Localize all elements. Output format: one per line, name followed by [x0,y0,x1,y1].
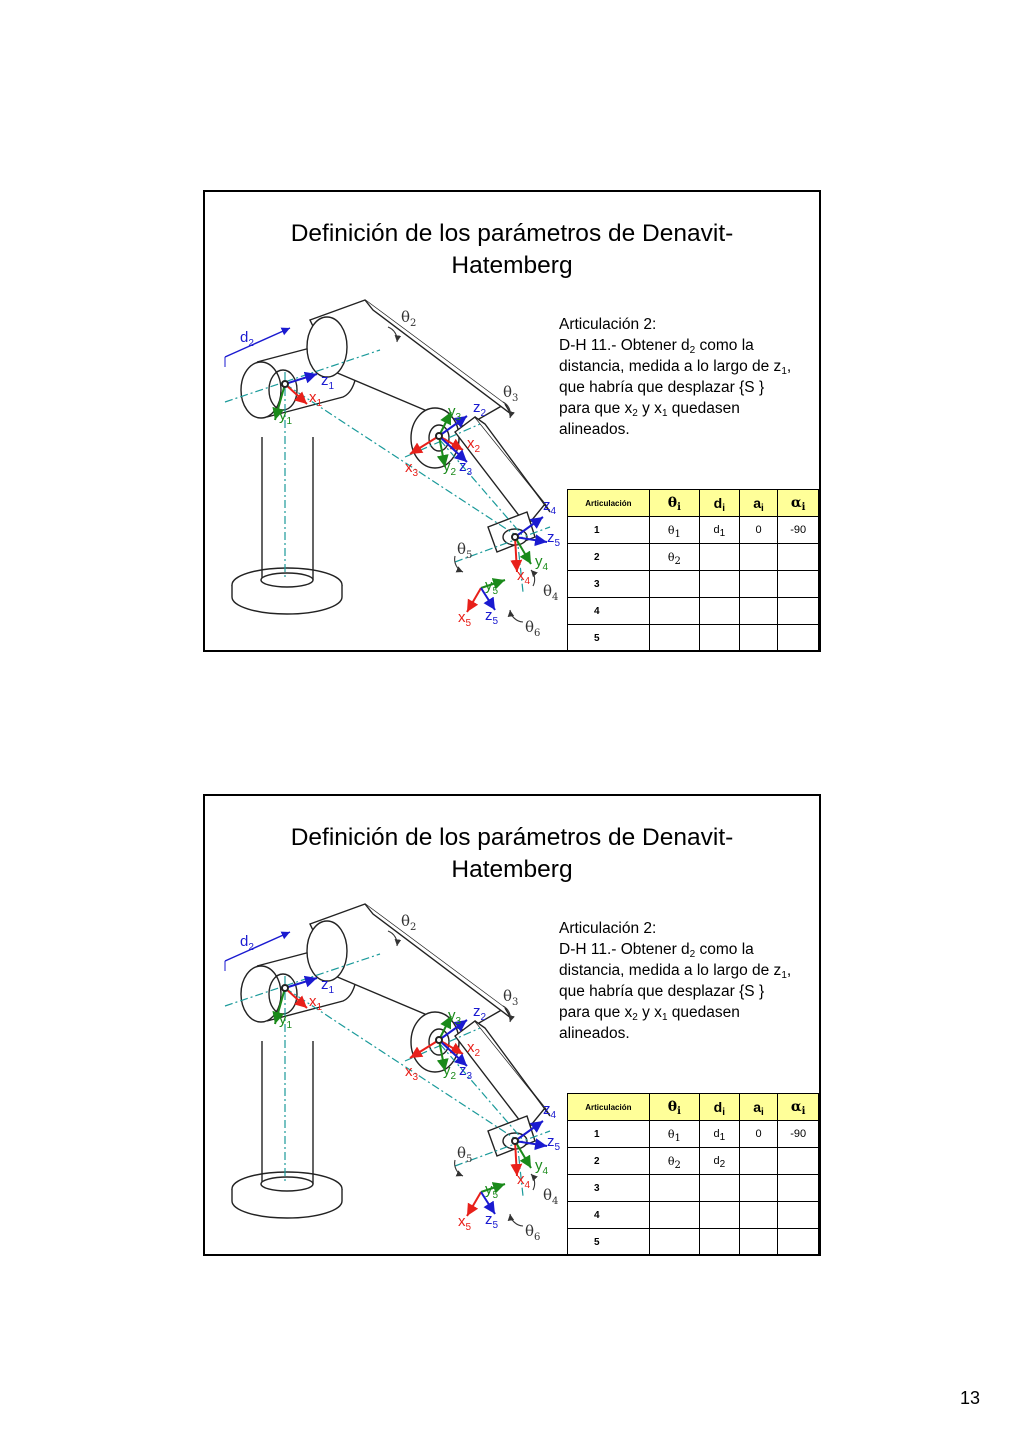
robot-arm-diagram [205,192,565,652]
table-cell: $d_1$ [699,1121,739,1148]
label-theta2: $\theta_2$ [401,912,417,933]
desc-line-4: que habría que desplazar {S } [559,379,765,396]
label-y3: $y_3$ [448,403,462,423]
label-z3: $z_3$ [459,1062,473,1082]
table-row [568,571,819,598]
label-x4: $x_4$ [517,567,531,587]
table-cell [699,571,739,598]
desc-line-4: que habría que desplazar {S } [559,983,765,1000]
joint-description [559,314,819,440]
desc-line-3: distancia, medida a lo largo de $z_1$, [559,358,792,377]
table-cell [778,625,819,652]
table-cell [649,1202,699,1229]
desc-line-1: Articulación 2: [559,316,657,333]
robot-base [232,437,342,614]
label-y4: $y_4$ [535,1157,549,1177]
table-cell [778,571,819,598]
label-x5: $x_5$ [458,1213,472,1233]
table-row [568,1202,819,1229]
table-cell: 3 [568,1175,650,1202]
table-cell: 2 [568,544,650,571]
label-x1: $x_1$ [309,993,323,1013]
table-cell [699,625,739,652]
label-theta6: $\theta_6$ [525,1222,541,1243]
table-cell [739,598,778,625]
label-x3: $x_3$ [405,459,419,479]
label-y4: $y_4$ [535,553,549,573]
title-line-1: Definición de los parámetros de Denavit- [290,220,734,247]
table-cell: 4 [568,1202,650,1229]
table-cell: -90 [778,517,819,544]
table-cell [739,625,778,652]
table-cell [649,1229,699,1256]
header-cell: $d_i$ [699,1094,739,1121]
label-z5-lower: $z_5$ [485,607,499,627]
table-cell [699,1202,739,1229]
label-y5: $y_5$ [485,1181,499,1201]
table-cell: 5 [568,1229,650,1256]
label-x1: $x_1$ [309,389,323,409]
label-z1: $z_1$ [321,976,335,996]
table-cell [739,544,778,571]
desc-line-2: D-H 11.- Obtener $d_2$ como la [559,337,754,356]
header-cell: $d_i$ [699,490,739,517]
table-cell [739,1229,778,1256]
header-cell: Articulación [568,490,650,517]
label-d2: $d_2$ [240,933,254,953]
table-cell: $\theta_2$ [649,1148,699,1175]
table-cell [649,1175,699,1202]
dh-table-body [568,490,819,652]
table-cell [649,571,699,598]
robot-base [232,1041,342,1218]
table-cell: 1 [568,1121,650,1148]
label-y2: $y_2$ [443,458,457,478]
dh-table-header [568,490,819,517]
desc-line-2: D-H 11.- Obtener $d_2$ como la [559,941,754,960]
label-z1: $z_1$ [321,372,335,392]
label-z5-lower: $z_5$ [485,1211,499,1231]
table-cell [778,1202,819,1229]
table-cell: 0 [739,1121,778,1148]
table-cell [739,1175,778,1202]
label-z2: $z_2$ [473,1003,487,1023]
label-x2: $x_2$ [467,1039,481,1059]
table-cell: 5 [568,625,650,652]
label-y3: $y_3$ [448,1007,462,1027]
table-row [568,1148,819,1175]
label-y2: $y_2$ [443,1062,457,1082]
desc-line-1: Articulación 2: [559,920,657,937]
label-x3: $x_3$ [405,1063,419,1083]
table-cell [778,1229,819,1256]
table-cell [649,598,699,625]
label-x5: $x_5$ [458,609,472,629]
header-cell: $\alpha_i$ [778,1094,819,1121]
table-cell [699,544,739,571]
table-cell [699,598,739,625]
title-line-2: Hatemberg [451,856,573,883]
title-line-1: Definición de los parámetros de Denavit- [290,824,734,851]
header-cell: Articulación [568,1094,650,1121]
label-theta2: $\theta_2$ [401,308,417,329]
title-line-2: Hatemberg [451,252,573,279]
label-theta4: $\theta_4$ [543,582,559,603]
dh-table-header [568,1094,819,1121]
header-cell: $\alpha_i$ [778,490,819,517]
table-cell: 2 [568,1148,650,1175]
table-cell [739,1202,778,1229]
label-z4: $z_4$ [543,497,557,517]
table-cell [778,544,819,571]
page-number: 13 [959,1388,980,1408]
desc-line-6: alineados. [559,1025,630,1042]
table-row [568,598,819,625]
table-row [568,544,819,571]
table-cell: $d_1$ [699,517,739,544]
table-cell: 3 [568,571,650,598]
label-z5-upper: $z_5$ [547,1133,561,1153]
table-row [568,1175,819,1202]
label-z4: $z_4$ [543,1101,557,1121]
label-theta3: $\theta_3$ [503,987,519,1008]
desc-line-5: para que $x_2$ y $x_1$ quedasen [559,1004,740,1023]
label-theta3: $\theta_3$ [503,383,519,404]
table-row [568,1229,819,1256]
table-cell [739,1148,778,1175]
table-cell [699,1229,739,1256]
table-row [568,625,819,652]
table-cell: 0 [739,517,778,544]
label-theta5: $\theta_5$ [457,540,473,561]
label-x2: $x_2$ [467,435,481,455]
table-cell: -90 [778,1121,819,1148]
header-cell: $\theta_i$ [649,1094,699,1121]
label-y5: $y_5$ [485,577,499,597]
wrist-joint [488,512,535,552]
dh-table-body [568,1094,819,1256]
dh-parameter-table [567,1093,819,1256]
desc-line-5: para que $x_2$ y $x_1$ quedasen [559,400,740,419]
table-cell [649,625,699,652]
table-cell [699,1175,739,1202]
header-cell: $a_i$ [739,1094,778,1121]
header-cell: $a_i$ [739,490,778,517]
label-y1: $y_1$ [279,1011,293,1031]
table-row [568,1121,819,1148]
label-theta6: $\theta_6$ [525,618,541,639]
desc-line-3: distancia, medida a lo largo de $z_1$, [559,962,792,981]
label-theta4: $\theta_4$ [543,1186,559,1207]
label-z2: $z_2$ [473,399,487,419]
joint-description [559,918,819,1044]
table-cell: $d_2$ [699,1148,739,1175]
header-cell: $\theta_i$ [649,490,699,517]
table-cell: 1 [568,517,650,544]
table-cell: $\theta_2$ [649,544,699,571]
table-row [568,517,819,544]
table-cell [778,598,819,625]
table-cell [739,571,778,598]
desc-line-6: alineados. [559,421,630,438]
table-cell [778,1175,819,1202]
label-d2: $d_2$ [240,329,254,349]
table-cell: $\theta_1$ [649,517,699,544]
slide-2 [203,794,821,1256]
table-cell [778,1148,819,1175]
dh-parameter-table [567,489,819,652]
label-z3: $z_3$ [459,458,473,478]
wrist-joint [488,1116,535,1156]
label-z5-upper: $z_5$ [547,529,561,549]
table-cell: 4 [568,598,650,625]
slide-1 [203,190,821,652]
robot-arm-diagram [205,796,565,1256]
label-x4: $x_4$ [517,1171,531,1191]
label-y1: $y_1$ [279,407,293,427]
label-theta5: $\theta_5$ [457,1144,473,1165]
table-cell: $\theta_1$ [649,1121,699,1148]
